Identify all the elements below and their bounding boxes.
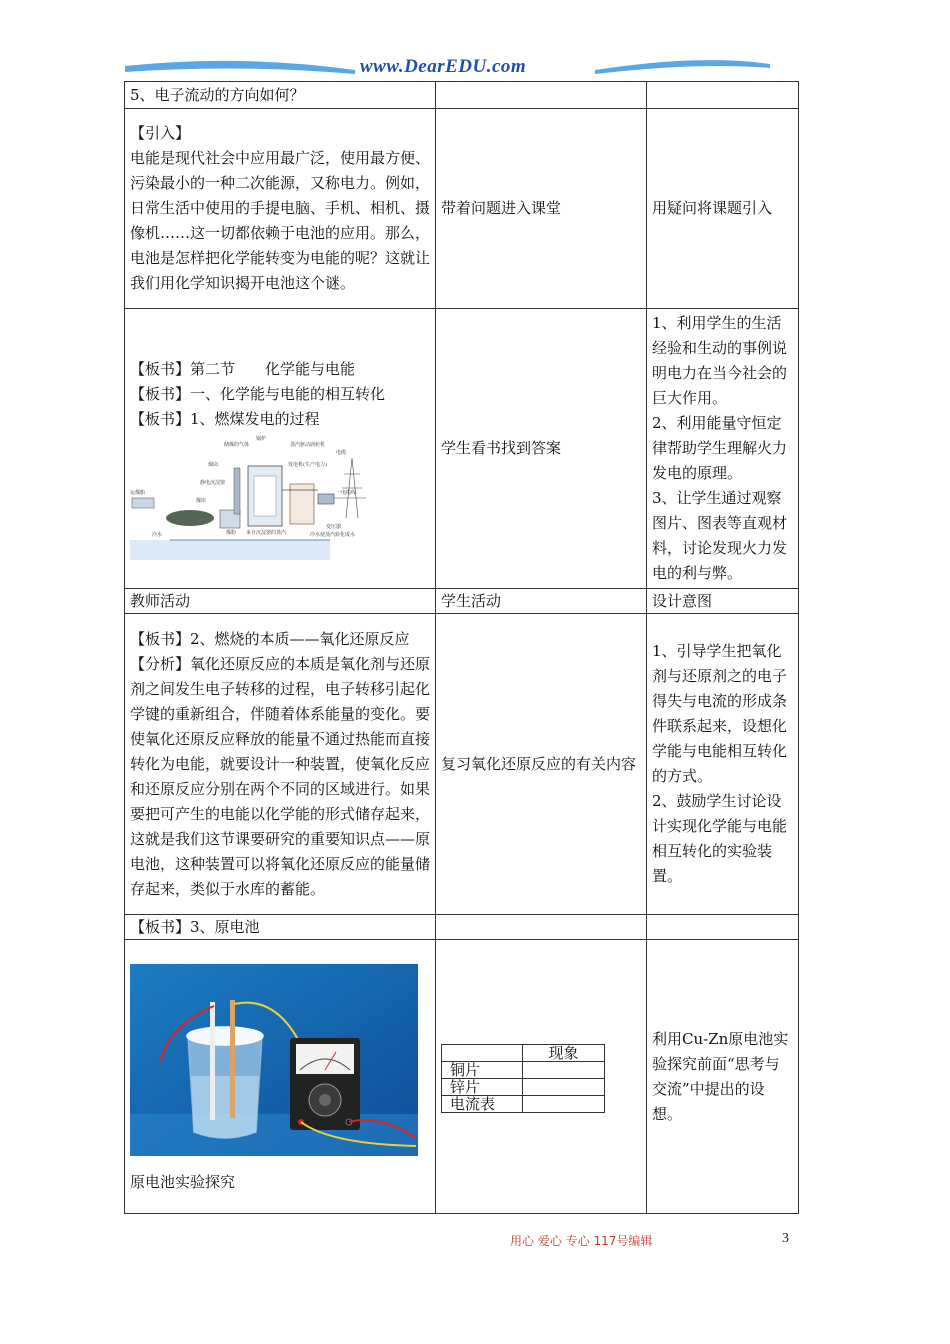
page-number: 3 <box>782 1231 789 1246</box>
diagram-label: 变压器 <box>326 524 342 530</box>
table-row <box>125 915 799 940</box>
board-line: 【板书】1、燃煤发电的过程 <box>130 410 320 428</box>
board-line: 【板书】一、化学能与电能的相互转化 <box>130 385 386 403</box>
analysis-text: 【分析】氧化还原反应的本质是氧化剂与还原剂之间发生电子转移的过程，电子转移引起化学键的重新组合，伴随着体系能量的变化。要使氧化还原反应释放的能量不通过热能而直接转化为电能，就要设计一种装置，使氧化反应和还原反应分别在两个不同的区域进行。如果要把可产生的电能以化学能的形式储存起来，这就是我们这节课要研究的重要知识点——原电池，这种装置可以将氧化还原反应的能量储存起来，类似于水库的蓄能。 <box>130 654 431 898</box>
observation-blank <box>442 1045 523 1062</box>
observation-value[interactable] <box>523 1062 605 1079</box>
student-cell <box>436 82 647 109</box>
diagram-label: 来自沉淀器的蒸汽 <box>246 530 287 536</box>
diagram-label: 储煤的气体 <box>224 442 250 448</box>
student-cell: 学生看书找到答案 <box>436 309 647 589</box>
diagram-label: 蒸汽驱动涡轮机 <box>290 442 326 448</box>
teacher-cell <box>125 109 436 309</box>
diagram-label: 烟囱 <box>208 462 219 468</box>
observation-label: 锌片 <box>442 1079 523 1096</box>
student-cell <box>436 915 647 940</box>
diagram-label: 冷水使蒸汽转化成水 <box>310 532 356 538</box>
diagram-label: 发电机(生产电力) <box>288 462 327 468</box>
intent-point: 2、利用能量守恒定律帮助学生理解火力发电的原理。 <box>652 414 788 482</box>
intent-cell <box>647 309 799 589</box>
student-cell <box>436 940 647 1214</box>
diagram-label: 静电沉淀器 <box>200 480 226 486</box>
diagram-label: 冷水 <box>152 532 163 538</box>
diagram-label: 一电缆线 <box>336 490 357 496</box>
figure-caption: 原电池实验探究 <box>130 1173 236 1191</box>
teacher-cell <box>125 309 436 589</box>
table-row <box>125 82 799 109</box>
teacher-cell: 5、电子流动的方向如何？ <box>125 82 436 109</box>
student-cell: 带着问题进入课堂 <box>436 109 647 309</box>
intent-cell: 利用Cu-Zn原电池实验探究前面“思考与交流”中提出的设想。 <box>647 940 799 1214</box>
footer-text: 用心 爱心 专心 117号编辑 <box>510 1234 653 1248</box>
intent-cell <box>647 82 799 109</box>
coal-power-diagram <box>130 432 370 560</box>
column-header: 教师活动 <box>125 589 436 614</box>
diagram-label: 煤粉 <box>226 530 237 536</box>
intent-cell <box>647 915 799 940</box>
intent-point: 1、引导学生把氧化剂与还原剂之的电子得失与电流的形成条件联系起来，设想化学能与电能相互转化的方式。 <box>652 642 788 785</box>
page-header <box>0 0 950 85</box>
board-line: 【板书】第二节 化学能与电能 <box>130 360 356 378</box>
teacher-cell: 【板书】3、原电池 <box>125 915 436 940</box>
observation-value[interactable] <box>523 1096 605 1113</box>
diagram-label: 煤库 <box>196 498 207 504</box>
observation-value[interactable] <box>523 1079 605 1096</box>
column-header: 设计意图 <box>647 589 799 614</box>
observation-table <box>441 1044 605 1113</box>
intent-point: 2、鼓励学生讨论设计实现化学能与电能相互转化的实验装置。 <box>652 792 788 885</box>
lesson-table <box>124 81 799 1214</box>
table-row <box>125 309 799 589</box>
table-header-row <box>125 589 799 614</box>
observation-label: 铜片 <box>442 1062 523 1079</box>
diagram-label: 锅炉 <box>256 436 267 442</box>
intent-cell <box>647 614 799 915</box>
galvanic-cell-photo <box>130 964 418 1156</box>
site-logo: www.DearEDU.com <box>360 56 527 77</box>
board-line: 【板书】2、燃烧的本质——氧化还原反应 <box>130 629 410 648</box>
intro-text: 电能是现代社会中应用最广泛，使用最方便、污染最小的一种二次能源，又称电力。例如，日常生活中使用的手提电脑、手机、相机、摄像机……这一切都依赖于电池的应用。那么，电池是怎样把化学能转变为电能的呢？这就让我们用化学知识揭开电池这个谜。 <box>130 149 431 292</box>
intro-tag: 【引入】 <box>130 124 191 142</box>
teacher-cell <box>125 614 436 915</box>
observation-label: 电流表 <box>442 1096 523 1113</box>
intent-cell: 用疑问将课题引入 <box>647 109 799 309</box>
observation-header: 现象 <box>523 1045 605 1062</box>
diagram-label: 电缆 <box>336 450 347 456</box>
intent-point: 1、利用学生的生活经验和生动的事例说明电力在当今社会的巨大作用。 <box>652 314 788 407</box>
column-header: 学生活动 <box>436 589 647 614</box>
teacher-cell <box>125 940 436 1214</box>
student-cell: 复习氧化还原反应的有关内容 <box>436 614 647 915</box>
intent-point: 3、让学生通过观察图片、图表等直观材料，讨论发现火力发电的利与弊。 <box>652 489 788 582</box>
table-row <box>125 614 799 915</box>
table-row <box>125 109 799 309</box>
table-row <box>125 940 799 1214</box>
diagram-label: 运煤船 <box>130 490 146 496</box>
